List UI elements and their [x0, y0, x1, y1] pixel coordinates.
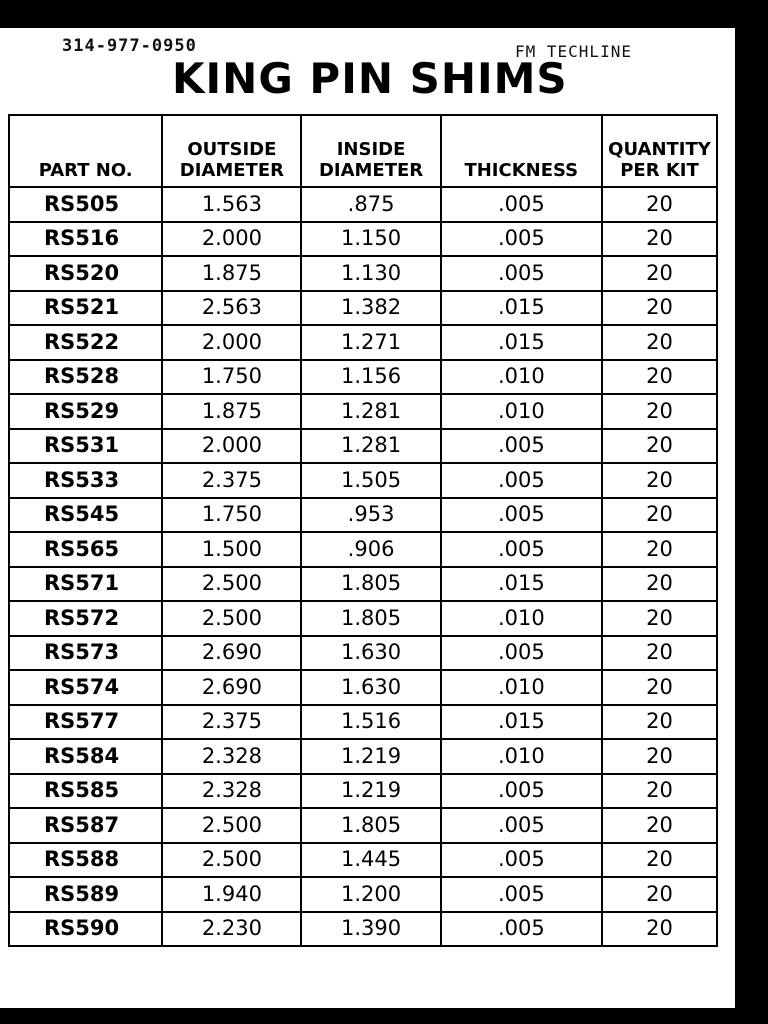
- quantity-cell: 20: [602, 912, 717, 947]
- part-no-cell: RS573: [9, 636, 162, 671]
- quantity-cell: 20: [602, 705, 717, 740]
- thickness-cell: .010: [441, 739, 602, 774]
- table-row: [9, 877, 717, 912]
- table-row: [9, 256, 717, 291]
- quantity-cell: 20: [602, 360, 717, 395]
- fax-source: FM TECHLINE: [515, 42, 632, 61]
- part-no-cell: RS516: [9, 222, 162, 257]
- inside-diameter-cell: 1.516: [301, 705, 440, 740]
- quantity-cell: 20: [602, 739, 717, 774]
- table-header-row: [9, 115, 717, 187]
- part-no-cell: RS588: [9, 843, 162, 878]
- part-no-cell: RS577: [9, 705, 162, 740]
- inside-diameter-cell: 1.271: [301, 325, 440, 360]
- table-row: [9, 394, 717, 429]
- table-row: [9, 360, 717, 395]
- table-row: [9, 636, 717, 671]
- thickness-cell: .015: [441, 705, 602, 740]
- part-no-cell: RS584: [9, 739, 162, 774]
- part-no-cell: RS589: [9, 877, 162, 912]
- quantity-cell: 20: [602, 774, 717, 809]
- outside-diameter-cell: 1.750: [162, 498, 301, 533]
- outside-diameter-cell: 2.230: [162, 912, 301, 947]
- thickness-cell: .005: [441, 256, 602, 291]
- quantity-cell: 20: [602, 601, 717, 636]
- inside-diameter-cell: .953: [301, 498, 440, 533]
- quantity-cell: 20: [602, 325, 717, 360]
- table-row: [9, 739, 717, 774]
- inside-diameter-cell: 1.390: [301, 912, 440, 947]
- table-row: [9, 222, 717, 257]
- column-header-outside-diameter: [162, 115, 301, 187]
- part-no-cell: RS571: [9, 567, 162, 602]
- inside-diameter-cell: 1.219: [301, 739, 440, 774]
- inside-diameter-cell: 1.805: [301, 567, 440, 602]
- column-header-inside-diameter: [301, 115, 440, 187]
- table-row: [9, 463, 717, 498]
- outside-diameter-cell: 2.690: [162, 636, 301, 671]
- thickness-cell: .005: [441, 774, 602, 809]
- page-title: KING PIN SHIMS: [172, 54, 568, 103]
- part-no-cell: RS533: [9, 463, 162, 498]
- part-no-cell: RS590: [9, 912, 162, 947]
- column-header-line2: DIAMETER: [318, 160, 424, 182]
- outside-diameter-cell: 1.750: [162, 360, 301, 395]
- outside-diameter-cell: 2.000: [162, 222, 301, 257]
- thickness-cell: .010: [441, 601, 602, 636]
- quantity-cell: 20: [602, 187, 717, 222]
- table-row: [9, 567, 717, 602]
- inside-diameter-cell: 1.382: [301, 291, 440, 326]
- table-row: [9, 498, 717, 533]
- table-row: [9, 774, 717, 809]
- quantity-cell: 20: [602, 808, 717, 843]
- column-header-line2: PER KIT: [620, 160, 699, 182]
- part-no-cell: RS574: [9, 670, 162, 705]
- outside-diameter-cell: 2.000: [162, 325, 301, 360]
- shims-table: [8, 114, 718, 947]
- outside-diameter-cell: 2.690: [162, 670, 301, 705]
- inside-diameter-cell: .875: [301, 187, 440, 222]
- column-header-thickness: [441, 115, 602, 187]
- inside-diameter-cell: 1.445: [301, 843, 440, 878]
- part-no-cell: RS572: [9, 601, 162, 636]
- table-row: [9, 187, 717, 222]
- thickness-cell: .010: [441, 360, 602, 395]
- fax-number: 314-977-0950: [62, 36, 197, 56]
- inside-diameter-cell: .906: [301, 532, 440, 567]
- quantity-cell: 20: [602, 877, 717, 912]
- part-no-cell: RS520: [9, 256, 162, 291]
- outside-diameter-cell: 2.000: [162, 429, 301, 464]
- column-header-line2: DIAMETER: [179, 160, 284, 182]
- inside-diameter-cell: 1.281: [301, 394, 440, 429]
- thickness-cell: .005: [441, 877, 602, 912]
- quantity-cell: 20: [602, 429, 717, 464]
- outside-diameter-cell: 2.500: [162, 567, 301, 602]
- thickness-cell: .005: [441, 187, 602, 222]
- table-row: [9, 670, 717, 705]
- inside-diameter-cell: 1.805: [301, 601, 440, 636]
- quantity-cell: 20: [602, 463, 717, 498]
- column-header-quantity-per-kit: [602, 115, 717, 187]
- inside-diameter-cell: 1.200: [301, 877, 440, 912]
- part-no-cell: RS585: [9, 774, 162, 809]
- quantity-cell: 20: [602, 394, 717, 429]
- outside-diameter-cell: 2.500: [162, 808, 301, 843]
- thickness-cell: .005: [441, 463, 602, 498]
- column-header-line2: PART NO.: [38, 160, 133, 182]
- table-row: [9, 912, 717, 947]
- outside-diameter-cell: 2.328: [162, 774, 301, 809]
- table-row: [9, 705, 717, 740]
- quantity-cell: 20: [602, 636, 717, 671]
- outside-diameter-cell: 2.563: [162, 291, 301, 326]
- thickness-cell: .010: [441, 394, 602, 429]
- part-no-cell: RS522: [9, 325, 162, 360]
- thickness-cell: .005: [441, 912, 602, 947]
- table-row: [9, 429, 717, 464]
- thickness-cell: .005: [441, 636, 602, 671]
- thickness-cell: .010: [441, 670, 602, 705]
- table-row: [9, 532, 717, 567]
- thickness-cell: .005: [441, 498, 602, 533]
- inside-diameter-cell: 1.219: [301, 774, 440, 809]
- thickness-cell: .015: [441, 567, 602, 602]
- quantity-cell: 20: [602, 567, 717, 602]
- table-body: [9, 187, 717, 946]
- inside-diameter-cell: 1.505: [301, 463, 440, 498]
- column-header-part-no: [9, 115, 162, 187]
- outside-diameter-cell: 2.500: [162, 601, 301, 636]
- table-row: [9, 291, 717, 326]
- thickness-cell: .005: [441, 843, 602, 878]
- outside-diameter-cell: 2.500: [162, 843, 301, 878]
- quantity-cell: 20: [602, 256, 717, 291]
- part-no-cell: RS545: [9, 498, 162, 533]
- inside-diameter-cell: 1.130: [301, 256, 440, 291]
- thickness-cell: .005: [441, 532, 602, 567]
- outside-diameter-cell: 2.328: [162, 739, 301, 774]
- thickness-cell: .015: [441, 291, 602, 326]
- inside-diameter-cell: 1.630: [301, 636, 440, 671]
- quantity-cell: 20: [602, 291, 717, 326]
- outside-diameter-cell: 1.500: [162, 532, 301, 567]
- part-no-cell: RS528: [9, 360, 162, 395]
- outside-diameter-cell: 2.375: [162, 463, 301, 498]
- table-row: [9, 601, 717, 636]
- part-no-cell: RS521: [9, 291, 162, 326]
- inside-diameter-cell: 1.805: [301, 808, 440, 843]
- thickness-cell: .005: [441, 808, 602, 843]
- outside-diameter-cell: 1.563: [162, 187, 301, 222]
- quantity-cell: 20: [602, 222, 717, 257]
- column-header-line1: INSIDE: [336, 138, 406, 160]
- column-header-line1: OUTSIDE: [187, 138, 277, 160]
- thickness-cell: .005: [441, 429, 602, 464]
- column-header-line1: QUANTITY: [608, 138, 711, 160]
- part-no-cell: RS505: [9, 187, 162, 222]
- thickness-cell: .015: [441, 325, 602, 360]
- inside-diameter-cell: 1.156: [301, 360, 440, 395]
- part-no-cell: RS587: [9, 808, 162, 843]
- inside-diameter-cell: 1.630: [301, 670, 440, 705]
- document-page: [0, 28, 735, 1008]
- inside-diameter-cell: 1.281: [301, 429, 440, 464]
- outside-diameter-cell: 1.875: [162, 256, 301, 291]
- table-row: [9, 808, 717, 843]
- inside-diameter-cell: 1.150: [301, 222, 440, 257]
- part-no-cell: RS565: [9, 532, 162, 567]
- outside-diameter-cell: 1.875: [162, 394, 301, 429]
- outside-diameter-cell: 1.940: [162, 877, 301, 912]
- outside-diameter-cell: 2.375: [162, 705, 301, 740]
- column-header-line2: THICKNESS: [464, 160, 579, 182]
- thickness-cell: .005: [441, 222, 602, 257]
- quantity-cell: 20: [602, 670, 717, 705]
- quantity-cell: 20: [602, 498, 717, 533]
- quantity-cell: 20: [602, 843, 717, 878]
- table-row: [9, 325, 717, 360]
- quantity-cell: 20: [602, 532, 717, 567]
- part-no-cell: RS529: [9, 394, 162, 429]
- table-row: [9, 843, 717, 878]
- part-no-cell: RS531: [9, 429, 162, 464]
